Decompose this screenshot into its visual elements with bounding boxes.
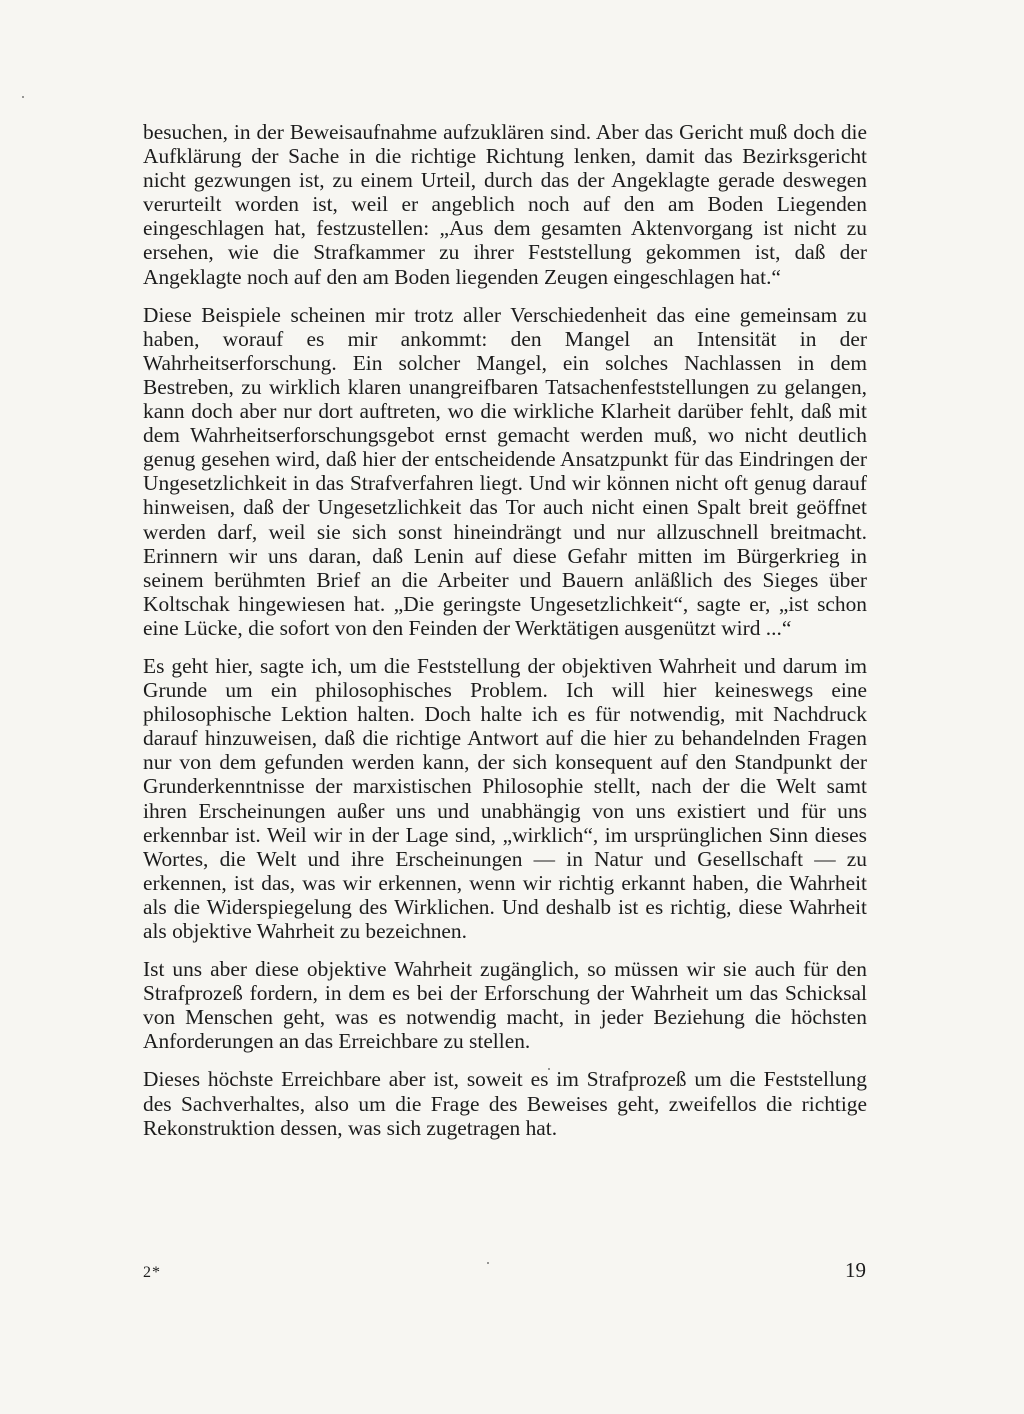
body-text [143, 120, 867, 1140]
paragraph: Ist uns aber diese objektive Wahrheit zugänglich, so müssen wir sie auch für den Strafprozeß fordern, in dem es bei der Erforschung der Wahrheit um das Schicksal von Menschen geht, was es notwendig macht, in jeder Beziehung die höchsten Anforderungen an das Erreichbare zu stellen. [143, 957, 867, 1054]
signature-mark: 2* [143, 1264, 161, 1281]
paragraph: besuchen, in der Beweisaufnahme aufzuklären sind. Aber das Gericht muß doch die Aufklärung der Sache in die richtige Richtung lenken, damit das Bezirksgericht nicht gezwungen ist, zu einem Urteil, durch das der Angeklagte gerade deswegen verurteilt worden ist, weil er angeblich noch auf den am Boden Liegenden eingeschlagen hat, festzustellen: „Aus dem gesamten Aktenvorgang ist nicht zu ersehen, wie die Strafkammer zu ihrer Feststellung gekommen ist, daß der Angeklagte noch auf den am Boden liegenden Zeugen eingeschlagen hat.“ [143, 120, 867, 289]
paragraph: Es geht hier, sagte ich, um die Feststellung der objektiven Wahrheit und darum im Grunde um ein philosophisches Problem. Ich will hier keineswegs eine philosophische Lektion halten. Doch halte ich es für notwendig, mit Nachdruck darauf hinzuweisen, daß die richtige Antwort auf die hier zu behandelnden Fragen nur von dem gefunden werden kann, der sich konsequent auf den Standpunkt der Grunderkenntnisse der marxistischen Philosophie stellt, nach der die Welt samt ihren Erscheinungen außer uns und unabhängig von uns existiert und für uns erkennbar ist. Weil wir in der Lage sind, „wirklich“, im ursprünglichen Sinn dieses Wortes, die Welt und ihre Erscheinungen — in Natur und Gesellschaft — zu erkennen, ist das, was wir erkennen, wenn wir richtig erkannt haben, die Wahrheit als die Widerspiegelung des Wirklichen. Und deshalb ist es richtig, diese Wahrheit als objektive Wahrheit zu bezeichnen. [143, 653, 867, 943]
page-number: 19 [845, 1258, 866, 1282]
paragraph: Dieses höchste Erreichbare aber ist, soweit es im Strafprozeß um die Feststellung des Sachverhaltes, also um die Frage des Beweises geht, zweifellos die richtige Rekonstruktion dessen, was sich zugetragen hat. [143, 1067, 867, 1140]
paragraph: Diese Beispiele scheinen mir trotz aller Verschiedenheit das eine gemeinsam zu haben, worauf es mir ankommt: den Mangel an Intensität in der Wahrheitserforschung. Ein solcher Mangel, ein solches Nachlassen in dem Bestreben, zu wirklich klaren unangreifbaren Tatsachenfeststellungen zu gelangen, kann doch aber nur dort auftreten, wo die wirkliche Klarheit darüber fehlt, daß mit dem Wahrheitserforschungsgebot ernst gemacht werden muß, wo nicht deutlich genug gesehen wird, daß hier der entscheidende Ansatzpunkt für das Eindringen der Ungesetzlichkeit in das Strafverfahren liegt. Und wir können nicht oft genug darauf hinweisen, daß der Ungesetzlichkeit das Tor auch nicht einen Spalt breit geöffnet werden darf, weil sie sich sonst hineindrängt und nur allzuschnell breitmacht. Erinnern wir uns daran, daß Lenin auf diese Gefahr mitten im Bürgerkrieg in seinem berühmten Brief an die Arbeiter und Bauern anläßlich des Sieges über Koltschak hingewiesen hat. „Die geringste Ungesetzlichkeit“, sagte er, „ist schon eine Lücke, die sofort von den Feinden der Werktätigen ausgenützt wird ...“ [143, 302, 867, 640]
scan-speck [487, 1262, 489, 1264]
scan-speck [22, 96, 24, 98]
